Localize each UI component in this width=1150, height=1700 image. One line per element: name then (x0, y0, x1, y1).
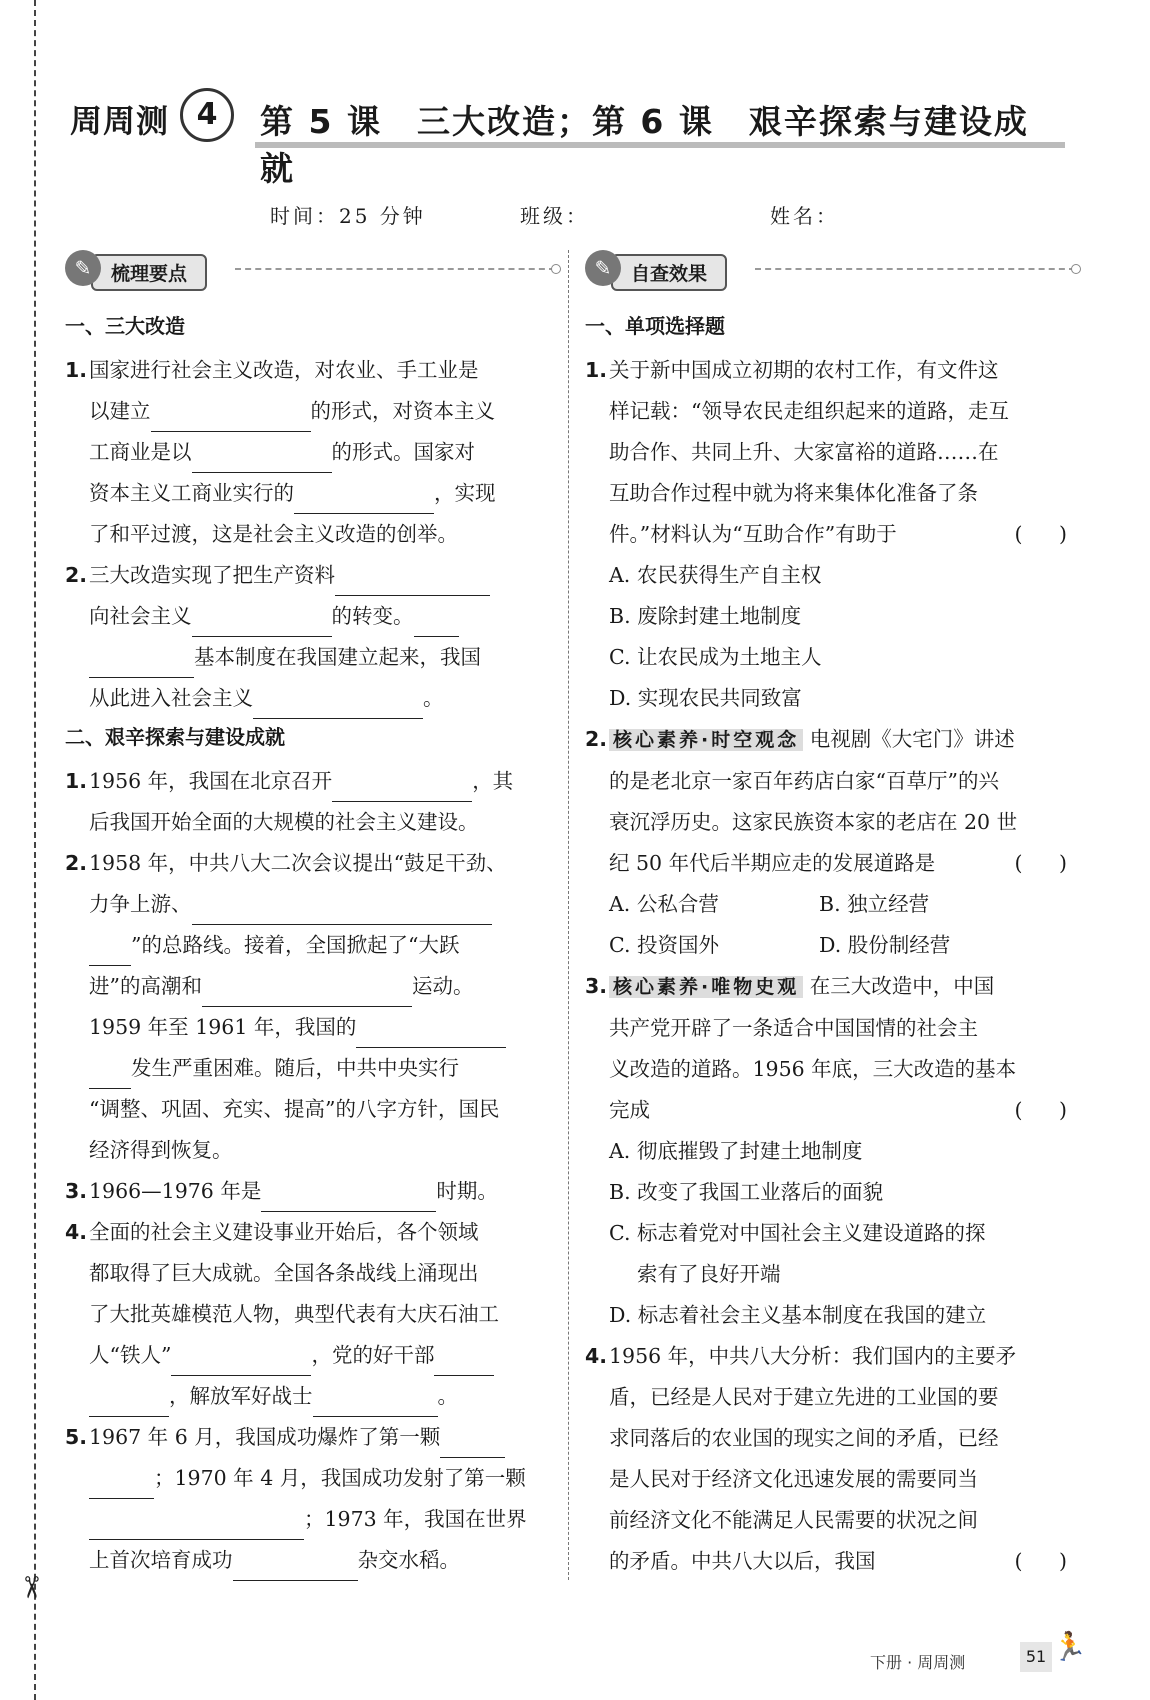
answer-parentheses[interactable]: ( ) (1014, 851, 1075, 875)
section-header-review (65, 250, 555, 290)
answer-blank[interactable] (89, 1470, 154, 1499)
left-column (65, 250, 555, 1581)
question-text: 是人民对于经济文化迅速发展的需要同当 (609, 1467, 978, 1491)
notebook-pencil-icon: ✎ (65, 250, 101, 286)
option-d[interactable]: D. 股份制经营 (819, 933, 951, 957)
page-header (70, 90, 1060, 188)
option-d[interactable]: D. 标志着社会主义基本制度在我国的建立 (609, 1303, 987, 1327)
core-literacy-tag: 核心素养·唯物史观 (609, 976, 803, 998)
question-text: 完成 (609, 1098, 650, 1122)
question-text: 从此进入社会主义 (89, 686, 253, 710)
question-number: 3. (65, 1179, 88, 1203)
question-text: 衰沉浮历史。这家民族资本家的老店在 20 世 (609, 810, 1018, 834)
question-text: 三大改造实现了把生产资料 (89, 563, 335, 587)
option-b[interactable]: B. 独立经营 (819, 892, 930, 916)
question-text: “调整、巩固、充实、提高”的八字方针，国民 (89, 1097, 500, 1121)
question-text: 共产党开辟了一条适合中国国情的社会主 (609, 1016, 978, 1040)
answer-parentheses[interactable]: ( ) (1014, 1098, 1075, 1122)
section-header-check (585, 250, 1075, 290)
question-text: 1959 年至 1961 年，我国的 (89, 1015, 357, 1039)
answer-blank[interactable] (335, 567, 490, 596)
fill-question (65, 350, 555, 555)
fill-question (65, 1171, 555, 1212)
question-text: 的是老北京一家百年药店白家“百草厅”的兴 (609, 769, 999, 793)
question-text: 的矛盾。中共八大以后，我国 (609, 1549, 876, 1573)
question-number: 4. (65, 1220, 88, 1244)
notebook-pencil-icon: ✎ (585, 250, 621, 286)
answer-blank[interactable] (89, 937, 131, 966)
question-text: 上首次培育成功 (89, 1548, 233, 1572)
question-text: 纪 50 年代后半期应走的发展道路是 (609, 851, 936, 875)
runner-icon: 🏃 (1052, 1630, 1087, 1663)
answer-blank[interactable] (332, 773, 472, 802)
choice-question (585, 966, 1075, 1131)
question-text: 助合作、共同上升、大家富裕的道路……在 (609, 440, 999, 464)
answer-blank[interactable] (171, 1347, 311, 1376)
question-number: 2. (65, 851, 88, 875)
question-text: 在三大改造中，中国 (809, 974, 995, 998)
page-number: 51 (1020, 1642, 1052, 1672)
question-text: 的转变。 (331, 604, 414, 628)
question-text: ，党的好干部 (311, 1343, 435, 1367)
name-label: 姓名： (770, 204, 839, 228)
question-text: 都取得了巨大成就。全国各条战线上涌现出 (89, 1261, 479, 1285)
question-text: 的形式，对资本主义 (310, 399, 495, 423)
answer-blank[interactable] (89, 1388, 169, 1417)
question-number: 1. (585, 358, 608, 382)
question-text: 运动。 (411, 974, 474, 998)
answer-blank[interactable] (294, 485, 434, 514)
choice-question (585, 719, 1075, 884)
option-row (585, 925, 1075, 966)
fill-question (65, 761, 555, 843)
question-text: ；1973 年，我国在世界 (304, 1507, 527, 1531)
answer-blank[interactable] (192, 896, 492, 925)
answer-blank[interactable] (89, 649, 194, 678)
core-literacy-tag: 核心素养·时空观念 (609, 729, 803, 751)
week-number-badge: 4 (180, 88, 234, 142)
right-column (585, 250, 1075, 1582)
answer-parentheses[interactable]: ( ) (1014, 522, 1075, 546)
question-text: 1956 年，中共八大分析：我们国内的主要矛 (609, 1344, 1017, 1368)
question-text: 后我国开始全面的大规模的社会主义建设。 (89, 810, 479, 834)
question-text: 互助合作过程中就为将来集体化准备了条 (609, 481, 978, 505)
question-text: 。 (423, 686, 444, 710)
question-text: 人“铁人” (89, 1343, 172, 1367)
question-number: 5. (65, 1425, 88, 1449)
option-a[interactable]: A. 彻底摧毁了封建土地制度 (609, 1139, 863, 1163)
column-divider (568, 250, 569, 1580)
question-text: 求同落后的农业国的现实之间的矛盾，已经 (609, 1426, 999, 1450)
fill-question (65, 555, 555, 719)
question-text: 前经济文化不能满足人民需要的状况之间 (609, 1508, 978, 1532)
question-text: 1966—1976 年是 (89, 1179, 262, 1203)
question-text: 发生严重困难。随后，中共中央实行 (131, 1056, 459, 1080)
question-text: 资本主义工商业实行的 (89, 481, 294, 505)
question-text: ；1970 年 4 月，我国成功发射了第一颗 (154, 1466, 526, 1490)
question-text: 件。”材料认为“互助合作”有助于 (609, 522, 897, 546)
option-d[interactable]: D. 实现农民共同致富 (609, 686, 802, 710)
question-text: ，其 (472, 769, 514, 793)
footer-label: 下册 · 周周测 (870, 1653, 966, 1672)
question-text: ，实现 (434, 481, 496, 505)
question-text: 国家进行社会主义改造，对农业、手工业是 (89, 358, 479, 382)
option-b[interactable]: B. 改变了我国工业落后的面貌 (609, 1180, 884, 1204)
question-number: 2. (585, 727, 608, 751)
question-text: 了和平过渡，这是社会主义改造的创举。 (89, 522, 458, 546)
question-number: 1. (65, 358, 88, 382)
option-a[interactable]: A. 公私合营 (609, 892, 719, 916)
question-text: 的形式。国家对 (331, 440, 475, 464)
question-text: 关于新中国成立初期的农村工作，有文件这 (609, 358, 999, 382)
question-text: 向社会主义 (89, 604, 192, 628)
answer-blank[interactable] (261, 1183, 436, 1212)
question-text: 义改造的道路。1956 年底，三大改造的基本 (609, 1057, 1017, 1081)
cut-line (34, 0, 36, 1700)
choice-question (585, 1336, 1075, 1582)
fill-question (65, 843, 555, 1171)
section-label: 自查效果 (611, 254, 727, 291)
question-number: 3. (585, 974, 608, 998)
option-c[interactable]: C. 标志着党对中国社会主义建设道路的探 (609, 1221, 986, 1245)
question-text: ，解放军好战士 (169, 1384, 313, 1408)
question-text: 盾，已经是人民对于建立先进的工业国的要 (609, 1385, 999, 1409)
option-row (585, 884, 1075, 925)
question-text: 1967 年 6 月，我国成功爆炸了第一颗 (89, 1425, 441, 1449)
question-text: 电视剧《大宅门》讲述 (809, 727, 1015, 751)
answer-blank[interactable] (192, 608, 332, 637)
answer-blank[interactable] (434, 1347, 494, 1376)
answer-blank[interactable] (89, 1511, 304, 1540)
question-number: 4. (585, 1344, 608, 1368)
question-number: 2. (65, 563, 88, 587)
question-text: 经济得到恢复。 (89, 1138, 233, 1162)
part-title: 一、三大改造 (65, 314, 185, 338)
answer-blank[interactable] (89, 1060, 131, 1089)
question-text: 全面的社会主义建设事业开始后，各个领域 (89, 1220, 479, 1244)
answer-blank[interactable] (151, 403, 311, 432)
question-number: 1. (65, 769, 88, 793)
question-text: 以建立 (89, 399, 151, 423)
question-text: 杂交水稻。 (357, 1548, 460, 1572)
answer-blank[interactable] (440, 1429, 505, 1458)
answer-blank[interactable] (313, 1388, 438, 1417)
question-text: 1958 年，中共八大二次会议提出“鼓足干劲、 (89, 851, 507, 875)
scissors-icon: ✂ (13, 1574, 49, 1601)
option-b[interactable]: B. 废除封建土地制度 (609, 604, 802, 628)
answer-blank[interactable] (253, 690, 423, 719)
question-text: 力争上游、 (89, 892, 192, 916)
question-text: 工商业是以 (89, 440, 192, 464)
option-c[interactable]: C. 投资国外 (609, 933, 719, 957)
answer-blank[interactable] (192, 444, 332, 473)
question-text: 样记载：“领导农民走组织起来的道路，走互 (609, 399, 1009, 423)
dashed-rule (235, 268, 555, 270)
fill-question (65, 1212, 555, 1417)
question-text: 1956 年，我国在北京召开 (89, 769, 333, 793)
answer-blank[interactable] (356, 1019, 506, 1048)
answer-parentheses[interactable]: ( ) (1014, 1549, 1075, 1573)
answer-blank[interactable] (414, 608, 459, 637)
section-label: 梳理要点 (91, 254, 207, 291)
answer-blank[interactable] (233, 1552, 358, 1581)
choice-question (585, 350, 1075, 555)
option-a[interactable]: A. 农民获得生产自主权 (609, 563, 822, 587)
part-title: 一、单项选择题 (585, 314, 725, 338)
question-text: 时期。 (436, 1179, 498, 1203)
lesson-title: 第 5 课 三大改造；第 6 课 艰辛探索与建设成就 (260, 102, 1029, 188)
question-text: 了大批英雄模范人物，典型代表有大庆石油工 (89, 1302, 499, 1326)
option-c-continued: 索有了良好开端 (637, 1262, 781, 1286)
answer-blank[interactable] (202, 978, 412, 1007)
time-label: 时间：25 分钟 (270, 204, 426, 228)
class-label: 班级： (520, 204, 589, 228)
question-text: 基本制度在我国建立起来，我国 (194, 645, 481, 669)
question-text: ”的总路线。接着，全国掀起了“大跃 (131, 933, 460, 957)
title-underline (255, 142, 1065, 148)
dashed-rule (755, 268, 1075, 270)
question-text: 。 (437, 1384, 458, 1408)
fill-question (65, 1417, 555, 1581)
question-text: 进”的高潮和 (89, 974, 202, 998)
part-title: 二、艰辛探索与建设成就 (65, 725, 285, 749)
option-c[interactable]: C. 让农民成为土地主人 (609, 645, 822, 669)
brand-title: 周周测 (70, 102, 170, 140)
